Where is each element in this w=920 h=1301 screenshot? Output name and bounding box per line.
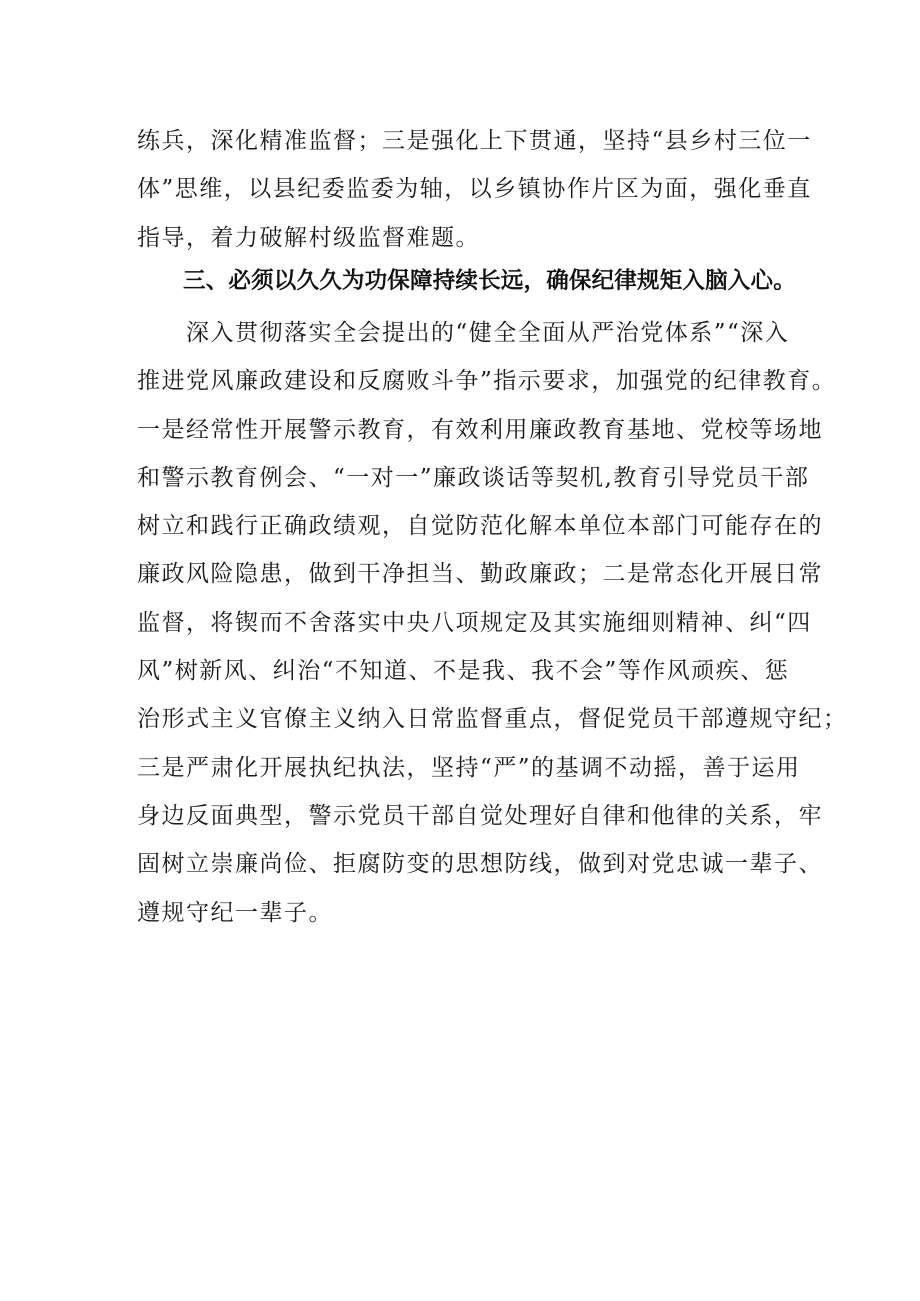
paragraph-line: 一是经常性开展警示教育，有效利用廉政教育基地、党校等场地 [137, 416, 823, 443]
section-heading [137, 261, 797, 301]
paragraph-continued [137, 117, 812, 262]
paragraph-line: 治形式主义官僚主义纳入日常监督重点，督促党员干部遵规守纪； [137, 706, 848, 733]
paragraph-line: 深入贯彻落实全会提出的“健全全面从严治党体系”“深入 [137, 320, 790, 346]
paragraph-body [137, 309, 848, 937]
paragraph-line: 身边反面典型，警示党员干部自觉处理好自律和他律的关系，牢 [137, 802, 823, 829]
paragraph-line: 推进党风廉政建设和反腐败斗争”指示要求，加强党的纪律教育。 [137, 368, 837, 395]
paragraph-line: 三是严肃化开展执纪执法，坚持“严”的基调不动摇，善于运用 [137, 754, 801, 781]
paragraph-line: 廉政风险隐患，做到干净担当、勤政廉政；二是常态化开展日常 [137, 561, 823, 588]
paragraph-line: 监督，将锲而不舍落实中央八项规定及其实施细则精神、纠“四 [137, 609, 812, 636]
paragraph-line: 体”思维，以县纪委监委为轴，以乡镇协作片区为面，强化垂直 [137, 176, 812, 203]
paragraph-line: 练兵，深化精准监督；三是强化上下贯通，坚持“县乡村三位一 [137, 128, 812, 154]
section-heading-text: 三、必须以久久为功保障持续长远，确保纪律规矩入脑入心。 [183, 268, 796, 294]
paragraph-line: 风”树新风、纠治“不知道、不是我、我不会”等作风顽疾、惩 [137, 658, 790, 685]
paragraph-line: 固树立崇廉尚俭、拒腐防变的思想防线，做到对党忠诚一辈子、 [137, 851, 823, 878]
paragraph-line: 和警示教育例会、“一对一”廉政谈话等契机,教育引导党员干部 [137, 464, 810, 491]
paragraph-line: 遵规守纪一辈子。 [137, 899, 333, 926]
paragraph-line: 指导，着力破解村级监督难题。 [137, 224, 480, 251]
paragraph-line: 树立和践行正确政绩观，自觉防范化解本单位本部门可能存在的 [137, 513, 823, 540]
